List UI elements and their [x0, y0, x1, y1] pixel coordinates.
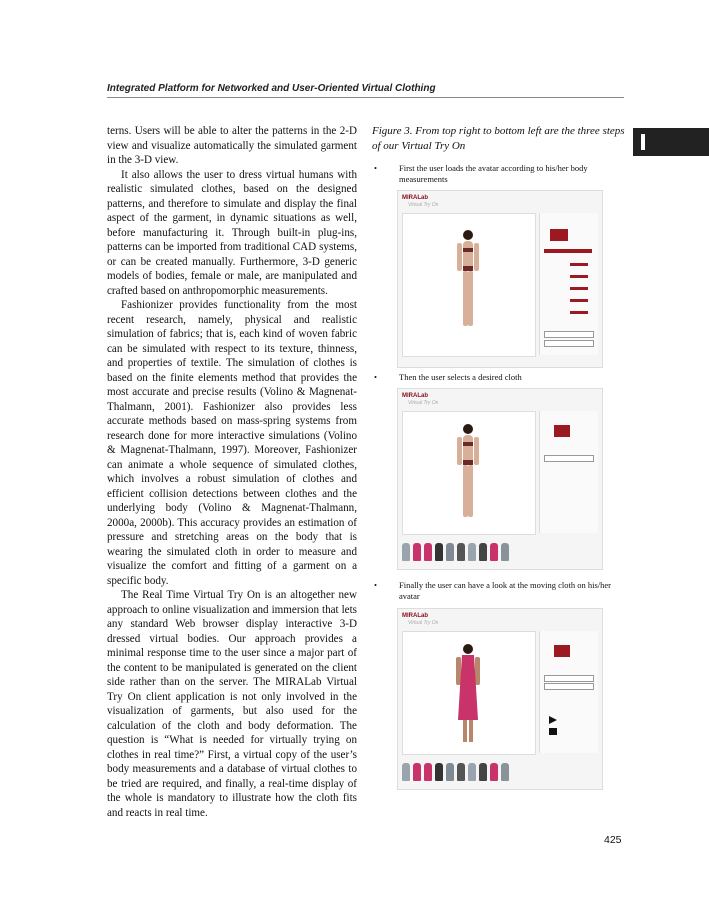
- cloth-thumbnail: [446, 763, 454, 781]
- size-chart-block: [554, 645, 570, 657]
- cloth-thumbnail: [479, 763, 487, 781]
- measure-bar: [570, 299, 588, 302]
- cloth-thumbnail: [457, 543, 465, 561]
- screenshot-step-3: [397, 608, 603, 790]
- screenshot-step-1: [397, 190, 603, 368]
- cloth-thumbnail: [501, 543, 509, 561]
- measure-bar: [570, 287, 588, 290]
- avatar-viewport: [402, 631, 536, 755]
- page-number: 425: [604, 834, 622, 846]
- panel-button: [544, 455, 594, 462]
- panel-button: [544, 340, 594, 347]
- cloth-thumbnail-strip: [402, 759, 509, 781]
- cloth-thumbnail: [446, 543, 454, 561]
- play-icon: [548, 715, 558, 737]
- cloth-thumbnail: [424, 543, 432, 561]
- measure-bar: [570, 311, 588, 314]
- chapter-tab-mark: [641, 134, 645, 150]
- screenshot-logo-sub: Virtual Try On: [408, 400, 439, 406]
- animation-panel: [539, 631, 598, 753]
- panel-button: [544, 675, 594, 682]
- screenshot-logo-sub: Virtual Try On: [408, 202, 439, 208]
- screenshot-logo: MIRALab: [402, 393, 428, 399]
- size-chart-block: [550, 229, 568, 241]
- paragraph-2: It also allows the user to dress virtual humans with realistic simulated clothes, based on the designed patterns, and therefore to simulate and display the final aspect of the garment, in dynamic situations as well, before manufacturing it. Through built-in plug-ins, patterns can be imported from traditional CAD systems, or can be created manually. Furthermore, 3-D generic models of bodies, female or male, are manipulated and crafted based on anthropomorphic measurements.: [107, 168, 357, 297]
- dressed-avatar-figure: [451, 642, 485, 746]
- header-rule: [107, 97, 624, 98]
- bullet-text-2: Then the user selects a desired cloth: [399, 372, 522, 382]
- paragraph-4: The Real Time Virtual Try On is an altogether new approach to online visualization and immersion that lets any standard Web browser display interactive 3-D dressed virtual bodies. Our approach provides a minimal response time to the user since a major part of the content to be manipulated is generated on the client side rather than on the server. The MIRALab Virtual Try On client application is not only involved in the visualization of garments, but also used for the calculation of the cloth and body deformation. The question is “What is needed for virtually trying on clothes in real time?” First, a virtual copy of the user’s body measurements and a database of virtual clothes to be tried are required, and finally, a real-time display of the whole is mandatory to illustrate how the cloth fits and reacts in real time.: [107, 589, 357, 819]
- screenshot-logo: MIRALab: [402, 613, 428, 619]
- cloth-thumbnail: [490, 543, 498, 561]
- size-chart-block: [554, 425, 570, 437]
- cloth-thumbnail: [457, 763, 465, 781]
- paragraph-3: Fashionizer provides functionality from the most recent research, namely, physical and realistic simulation of fabrics; that is, each kind of woven fabric can be simulated with respect to its texture, thinness, and properties of textile. The simulation of clothes is based on the finite elements method that provides the most accurate and precise results (Volino & Magnenat-Thalmann, 2001). Fashionizer also provides less accurate methods based on mass-spring systems from research done for more interactive simulations (Volino & Magnenat-Thalmann, 1997). Moreover, Fashionizer can animate a whole sequence of simulated clothes, which involves a robust simulation of clothes and efficient collision detections between clothes and the underlying body (Volino & Magnenat-Thalmann, 2000a, 2000b). This accuracy provides an estimation of pressure and stretching areas on the body that is wearing the simulated cloth in order to measure and visualize the comfort and fitting of a garment on a specific body.: [107, 299, 357, 587]
- measurement-panel: [539, 213, 598, 355]
- cloth-thumbnail-strip: [402, 539, 509, 561]
- cloth-thumbnail: [413, 543, 421, 561]
- avatar-viewport: [402, 411, 536, 535]
- measure-bar: [570, 263, 588, 266]
- cloth-thumbnail: [435, 763, 443, 781]
- bullet-text-3: Finally the user can have a look at the moving cloth on his/her avatar: [399, 580, 611, 601]
- cloth-thumbnail: [490, 763, 498, 781]
- cloth-thumbnail: [424, 763, 432, 781]
- cloth-thumbnail: [435, 543, 443, 561]
- cloth-thumbnail: [468, 763, 476, 781]
- avatar-figure: [453, 422, 483, 522]
- cloth-thumbnail: [479, 543, 487, 561]
- panel-button: [544, 683, 594, 690]
- cloth-thumbnail: [468, 543, 476, 561]
- cloth-panel: [539, 411, 598, 533]
- measure-bar: [570, 275, 588, 278]
- panel-button: [544, 331, 594, 338]
- measure-bar: [544, 249, 592, 253]
- cloth-thumbnail: [413, 763, 421, 781]
- cloth-thumbnail: [501, 763, 509, 781]
- bullet-text-1: First the user loads the avatar according to his/her body measurements: [399, 163, 588, 184]
- running-header: Integrated Platform for Networked and User-Oriented Virtual Clothing: [107, 83, 436, 94]
- cloth-thumbnail: [402, 763, 410, 781]
- figure-caption: Figure 3. From top right to bottom left are the three steps of our Virtual Try On: [372, 125, 625, 152]
- avatar-viewport: [402, 213, 536, 357]
- screenshot-step-2: [397, 388, 603, 570]
- screenshot-logo-sub: Virtual Try On: [408, 620, 439, 626]
- paragraph-1: terns. Users will be able to alter the patterns in the 2-D view and visualize automatically the simulated garment in the 3-D view.: [107, 125, 357, 166]
- avatar-figure: [453, 228, 483, 336]
- cloth-thumbnail: [402, 543, 410, 561]
- screenshot-logo: MIRALab: [402, 195, 428, 201]
- body-text-column: [107, 124, 357, 820]
